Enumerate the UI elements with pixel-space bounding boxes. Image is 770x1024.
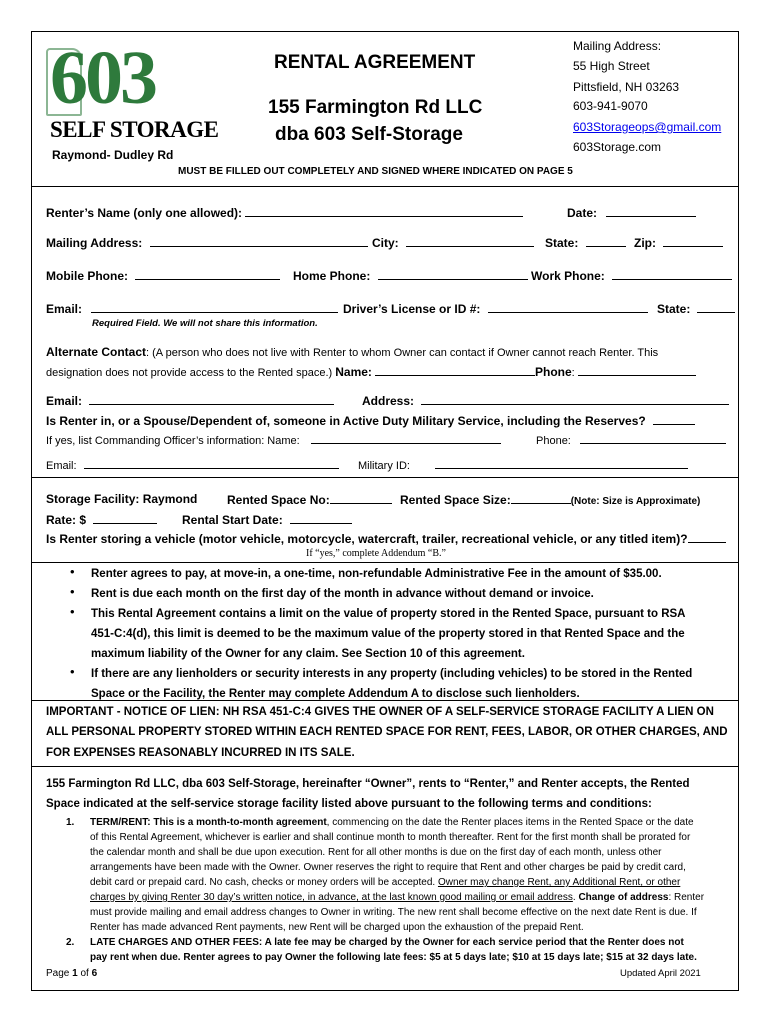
- bullet-limit-line2: 451-C:4(d), this limit is deemed to be the maximum value of the property stored in that Rented Space and the: [91, 628, 685, 640]
- start-date-label: Rental Start Date:: [182, 513, 283, 527]
- company-line1: 155 Farmington Rd LLC: [268, 97, 483, 118]
- logo-number: 603: [50, 36, 155, 120]
- mailing-street: 55 High Street: [573, 59, 650, 73]
- space-no-row: [227, 492, 392, 507]
- term1-line2: of this Rental Agreement, whichever is earlier and shall continue month to month thereafter. Rent for the first month shall be prorated for: [90, 832, 691, 843]
- contact-email-link[interactable]: 603Storageops@gmail.com: [573, 120, 722, 134]
- fill-notice: MUST BE FILLED OUT COMPLETELY AND SIGNED WHERE INDICATED ON PAGE 5: [178, 166, 573, 177]
- term1-line8: Renter has made advanced Rent payments, new Rent will be charged upon the exhaustion of the prepaid Rent.: [90, 922, 584, 933]
- rate-row: [46, 512, 157, 527]
- alternate-contact-label: Alternate Contact: [46, 345, 147, 359]
- bullet-icon: [70, 583, 78, 591]
- license-row: [343, 301, 648, 316]
- lien-notice-line1: IMPORTANT - NOTICE OF LIEN: NH RSA 451-C:4 GIVES THE OWNER OF A SELF-SERVICE STORAGE FACILITY A LIEN ON: [46, 706, 714, 718]
- required-note: Required Field. We will not share this information.: [92, 318, 318, 329]
- co-phone-row: [536, 432, 726, 447]
- date-row: [567, 205, 696, 220]
- term1-line6: charges by giving Renter 30 day’s written notice, in advance, at the last known good mailing or email address. Change of address: Renter: [90, 892, 705, 903]
- military-id-label: Military ID:: [358, 460, 410, 472]
- date-label: Date:: [567, 206, 598, 220]
- logo-text: SELF STORAGE: [50, 117, 219, 142]
- space-size-field[interactable]: [511, 492, 571, 504]
- zip-row: [634, 235, 723, 250]
- vehicle-field[interactable]: [688, 531, 726, 543]
- renter-name-row: [46, 205, 523, 220]
- alt-email-row: [46, 393, 334, 408]
- co-phone-field[interactable]: [580, 432, 726, 444]
- bullet-icon: [70, 663, 78, 671]
- zip-field[interactable]: [663, 235, 723, 247]
- space-no-field[interactable]: [330, 492, 392, 504]
- work-label: Work Phone:: [531, 269, 605, 283]
- military-field[interactable]: [653, 413, 695, 425]
- lien-notice-line2: ALL PERSONAL PROPERTY STORED WITHIN EACH RENTED SPACE FOR RENT, FEES, LABOR, OR OTHER CHARGES, AND: [46, 726, 728, 738]
- contact-phone: 603-941-9070: [573, 99, 648, 113]
- term2-number: 2.: [66, 937, 75, 948]
- work-field[interactable]: [612, 268, 732, 280]
- vehicle-row: [46, 531, 726, 546]
- alt-email-label: Email:: [46, 394, 83, 408]
- alt-phone-label: Phone: [535, 365, 572, 379]
- space-size-label: Rented Space Size:: [400, 493, 511, 507]
- addendum-note: If “yes,” complete Addendum “B.”: [306, 548, 446, 559]
- term2-line1: LATE CHARGES AND OTHER FEES: A late fee may be charged by the Owner for each service period that the Renter does not: [90, 937, 684, 948]
- term1-line5: debit card or prepaid card. No cash, checks or money orders will be accepted. Owner may change Rent, any Additional Rent, or other: [90, 877, 681, 888]
- alt-name-label: Name:: [335, 365, 372, 379]
- bullet-fee: Renter agrees to pay, at move-in, a one-time, non-refundable Administrative Fee in the amount of $35.00.: [91, 568, 662, 580]
- term1-line4: arrangements have been made with the Owner. Owner reserves the right to require that Rent and other charges be paid by credit card,: [90, 862, 686, 873]
- size-note: (Note: Size is Approximate): [570, 496, 701, 507]
- mobile-field[interactable]: [135, 268, 280, 280]
- email-label: Email:: [46, 302, 83, 316]
- bullet-rent-due: Rent is due each month on the first day of the month in advance without demand or invoice.: [91, 588, 594, 600]
- co-info-label: If yes, list Commanding Officer’s information: Name:: [46, 435, 300, 447]
- home-label: Home Phone:: [293, 269, 371, 283]
- alt-phone-field[interactable]: [578, 364, 696, 376]
- state2-label: State:: [657, 302, 691, 316]
- intro-line1: 155 Farmington Rd LLC, dba 603 Self-Storage, hereinafter “Owner”, rents to “Renter,” and Renter accepts, the Rented: [46, 778, 690, 790]
- bullet-limit-line3: maximum liability of the Owner for any claim. See Section 10 of this agreement.: [91, 648, 525, 660]
- start-date-row: [182, 512, 352, 527]
- updated-date: Updated April 2021: [620, 968, 701, 979]
- alternate-desc-line2: designation does not provide access to the Rented space.) Name: Phone:: [46, 364, 696, 379]
- facility-label: Storage Facility:: [46, 492, 140, 506]
- rate-field[interactable]: [93, 512, 157, 524]
- military-question: Is Renter in, or a Spouse/Dependent of, someone in Active Duty Military Service, including the Reserves?: [46, 414, 646, 428]
- lien-notice-line3: FOR EXPENSES REASONABLY INCURRED IN ITS SALE.: [46, 747, 355, 759]
- bullet-icon: [70, 603, 78, 611]
- divider: [31, 477, 739, 478]
- vehicle-question: Is Renter storing a vehicle (motor vehicle, motorcycle, watercraft, trailer, recreational vehicle, or any titled item)?: [46, 532, 688, 546]
- term1-line1: TERM/RENT: This is a month-to-month agreement, commencing on the date the Renter places items in the Rented Space or the date: [90, 817, 694, 828]
- state2-row: [657, 301, 735, 316]
- mailing-field[interactable]: [150, 235, 368, 247]
- co-phone-label: Phone:: [536, 435, 571, 447]
- mailing-address-label: Mailing Address:: [573, 39, 662, 53]
- alt-address-row: [362, 393, 729, 408]
- location-label: Raymond- Dudley Rd: [52, 148, 174, 162]
- home-field[interactable]: [378, 268, 528, 280]
- space-no-label: Rented Space No:: [227, 493, 330, 507]
- start-date-field[interactable]: [290, 512, 352, 524]
- alt-email-field[interactable]: [89, 393, 334, 405]
- rate-label: Rate: $: [46, 513, 87, 527]
- mailing-label: Mailing Address:: [46, 236, 143, 250]
- term1-line3: the calendar month and shall be due upon execution. Rent for all other months is due on the first day of each month, unless other: [90, 847, 662, 858]
- state-label: State:: [545, 236, 579, 250]
- military-id-row: [358, 457, 688, 472]
- zip-label: Zip:: [634, 236, 656, 250]
- city-label: City:: [372, 236, 399, 250]
- city-row: [372, 235, 534, 250]
- home-row: [293, 268, 528, 283]
- facility-row: [46, 492, 197, 506]
- mailing-city: Pittsfield, NH 03263: [573, 80, 680, 94]
- divider: [31, 186, 739, 187]
- co-email-label: Email:: [46, 460, 77, 472]
- term1-number: 1.: [66, 817, 75, 828]
- state-row: [545, 235, 626, 250]
- divider: [31, 562, 739, 563]
- page-number: Page 1 of 6: [46, 968, 98, 979]
- space-size-row: [400, 492, 700, 507]
- military-row: [46, 413, 695, 428]
- bullet-icon: [70, 563, 78, 571]
- state-field[interactable]: [586, 235, 626, 247]
- state2-field[interactable]: [697, 301, 735, 313]
- co-email-row: [46, 457, 339, 472]
- email-field[interactable]: [91, 301, 338, 313]
- mobile-row: [46, 268, 280, 283]
- bullet-limit-line1: This Rental Agreement contains a limit on the value of property stored in the Rented Space, pursuant to RSA: [91, 608, 686, 620]
- military-id-field[interactable]: [435, 457, 688, 469]
- work-row: [531, 268, 732, 283]
- divider: [31, 700, 739, 701]
- alternate-desc-line1: Alternate Contact: (A person who does not live with Renter to whom Owner can contact if Owner cannot reach Renter. This: [46, 345, 659, 359]
- license-field[interactable]: [488, 301, 648, 313]
- bullet-lien-line1: If there are any lienholders or security interests in any property (including vehicles) to be stored in the Rented: [91, 668, 693, 680]
- license-label: Driver’s License or ID #:: [343, 302, 481, 316]
- renter-name-field[interactable]: [245, 205, 523, 217]
- website: 603Storage.com: [573, 140, 662, 154]
- intro-line2: Space indicated at the self-service storage facility listed above pursuant to the following terms and conditions:: [46, 798, 652, 810]
- term1-line7: must provide mailing and email address changes to Owner in writing. The new rent shall become effective on the next date Rent is due. If: [90, 907, 697, 918]
- co-info-row: [46, 432, 501, 447]
- mobile-label: Mobile Phone:: [46, 269, 128, 283]
- city-field[interactable]: [406, 235, 534, 247]
- co-email-field[interactable]: [84, 457, 339, 469]
- company-line2: dba 603 Self-Storage: [275, 124, 463, 145]
- email-row: [46, 301, 338, 316]
- renter-name-label: Renter’s Name (only one allowed):: [46, 206, 243, 220]
- facility-value: Raymond: [142, 492, 198, 506]
- alt-address-field[interactable]: [421, 393, 729, 405]
- term2-line2: pay rent when due. Renter agrees to pay Owner the following late fees: $5 at 5 days late; $10 at 15 days late; $15 at 32 days late.: [90, 952, 697, 963]
- date-field[interactable]: [606, 205, 696, 217]
- alt-name-field[interactable]: [375, 364, 535, 376]
- alt-address-label: Address:: [362, 394, 415, 408]
- divider: [31, 766, 739, 767]
- mailing-row: [46, 235, 368, 250]
- bullet-lien-line2: Space or the Facility, the Renter may complete Addendum A to disclose such lienholders.: [91, 688, 580, 700]
- co-name-field[interactable]: [311, 432, 501, 444]
- page-title: RENTAL AGREEMENT: [274, 52, 476, 73]
